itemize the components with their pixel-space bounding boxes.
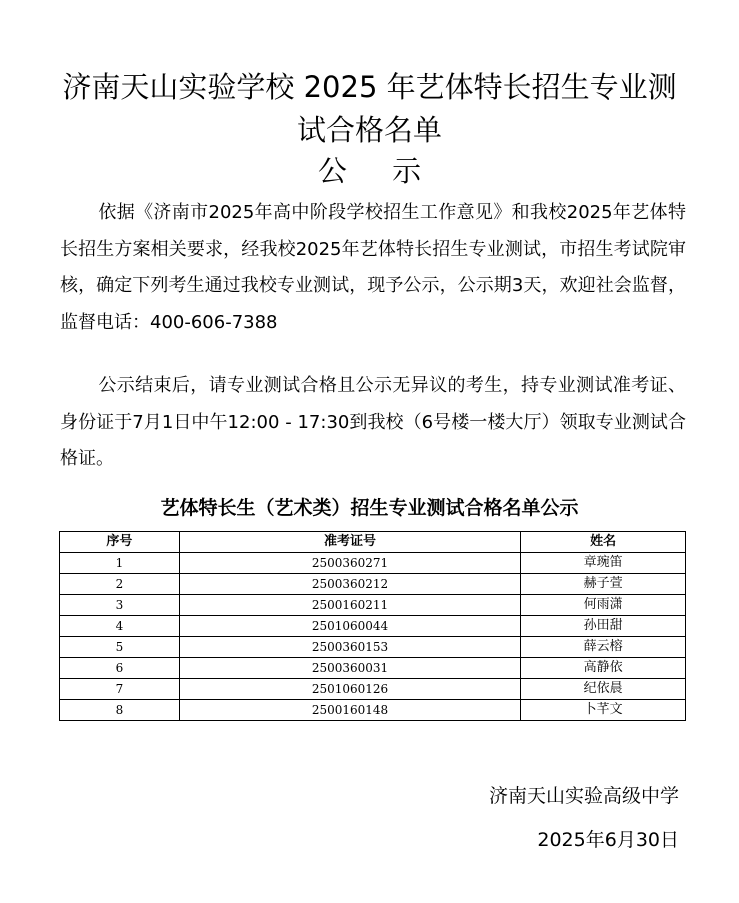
cell-name: 章琬笛	[521, 553, 686, 574]
cell-exam-id: 2500360153	[179, 637, 520, 658]
table-row	[60, 679, 686, 700]
paragraph-basis	[60, 195, 686, 341]
table-row	[60, 553, 686, 574]
cell-exam-id: 2500360271	[179, 553, 520, 574]
cell-exam-id: 2500160148	[179, 700, 520, 721]
cell-exam-id: 2501060126	[179, 679, 520, 700]
cell-seq: 4	[60, 616, 180, 637]
signature-school: 济南天山实验高级中学	[488, 785, 679, 807]
cell-seq: 7	[60, 679, 180, 700]
signature-date: 2025年6月30日	[537, 829, 679, 851]
paragraph-basis-text: 依据《济南市2025年高中阶段学校招生工作意见》和我校2025年艺体特长招生方案相关要求，经我校2025年艺体特长招生专业测试，市招生考试院审核，确定下列考生通过我校专业测试，现予公示，公示期3天，欢迎社会监督，监督电话：400-606-7388	[60, 202, 686, 333]
cell-name: 高静依	[521, 658, 686, 679]
table-row	[60, 616, 686, 637]
title-line-1: 济南天山实验学校 2025 年艺体特长招生专业测	[62, 70, 677, 104]
table-row	[60, 595, 686, 616]
cell-exam-id: 2500360212	[179, 574, 520, 595]
table-row	[60, 700, 686, 721]
table-row	[60, 658, 686, 679]
cell-seq: 8	[60, 700, 180, 721]
cell-seq: 1	[60, 553, 180, 574]
table-row	[60, 637, 686, 658]
table-row	[60, 574, 686, 595]
paragraph-instructions-text: 公示结束后，请专业测试合格且公示无异议的考生，持专业测试准考证、身份证于7月1日中午12:00 - 17:30到我校（6号楼一楼大厅）领取专业测试合格证。	[60, 375, 686, 469]
cell-name: 卜芊文	[521, 700, 686, 721]
paragraph-instructions	[60, 368, 686, 478]
document-title	[40, 66, 699, 152]
cell-seq: 3	[60, 595, 180, 616]
cell-seq: 6	[60, 658, 180, 679]
cell-exam-id: 2501060044	[179, 616, 520, 637]
cell-name: 纪依晨	[521, 679, 686, 700]
table-header-row	[60, 532, 686, 553]
cell-name: 孙田甜	[521, 616, 686, 637]
header-seq: 序号	[60, 532, 180, 553]
cell-name: 何雨潇	[521, 595, 686, 616]
header-name: 姓名	[521, 532, 686, 553]
cell-name: 赫子萱	[521, 574, 686, 595]
table-title: 艺体特长生（艺术类）招生专业测试合格名单公示	[160, 497, 579, 519]
cell-seq: 2	[60, 574, 180, 595]
title-line-2: 试合格名单	[296, 113, 442, 147]
cell-name: 薛云榕	[521, 637, 686, 658]
qualified-list-table	[59, 531, 686, 721]
notice-label: 公 示	[317, 154, 440, 188]
cell-exam-id: 2500160211	[179, 595, 520, 616]
header-exam-id: 准考证号	[179, 532, 520, 553]
cell-exam-id: 2500360031	[179, 658, 520, 679]
cell-seq: 5	[60, 637, 180, 658]
